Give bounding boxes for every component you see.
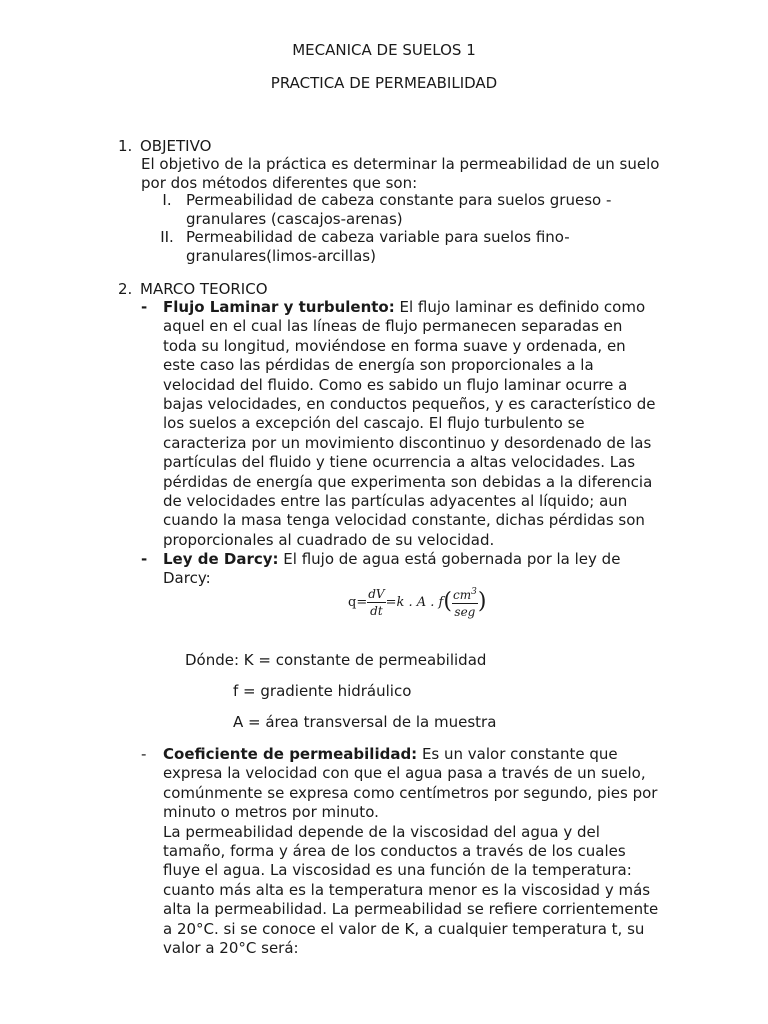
formula-equals: = [385, 594, 397, 610]
text-line: Permeabilidad de cabeza constante para suelos grueso - [186, 191, 612, 209]
text-line: granulares(limos-arcillas) [186, 247, 376, 266]
roman-list-item [148, 228, 708, 267]
text-line: aquel en el cual las líneas de flujo permanecen separadas en [163, 317, 623, 336]
bullet-dash: - [141, 745, 147, 763]
text-line: Permeabilidad de cabeza variable para suelos fino- [186, 228, 570, 246]
definition-f: f = gradiente hidráulico [233, 682, 412, 700]
roman-numeral: II. [160, 228, 174, 246]
text-line: proporcionales al cuadrado de su velocidad. [163, 530, 495, 549]
bullet-ley-darcy [141, 550, 701, 589]
formula-lhs: q [348, 594, 357, 610]
text-line: fluye el agua. La viscosidad es una función de la temperatura: [163, 861, 632, 880]
text-line: minuto o metros por minuto. [163, 803, 379, 822]
text-line: de velocidades entre las partículas adyacentes al líquido; aun [163, 492, 628, 511]
text-line: Es un valor constante que [417, 745, 618, 763]
text-line: La permeabilidad depende de la viscosidad del agua y del [163, 822, 600, 841]
left-paren: ( [443, 589, 452, 614]
bullet-term: Flujo Laminar y turbulento: [163, 298, 395, 316]
document-subtitle: PRACTICA DE PERMEABILIDAD [270, 74, 498, 92]
formula-equals: = [356, 594, 368, 610]
bullet-dash: - [141, 298, 148, 316]
text-line: cuando la masa tenga velocidad constante, dichas pérdidas son [163, 511, 645, 530]
text-line: Darcy: [163, 569, 211, 588]
text-line: valor a 20°C será: [163, 939, 299, 958]
unit-denominator: seg [454, 605, 476, 619]
bullet-coeficiente [141, 745, 701, 958]
text-line: caracteriza por un movimiento discontinuo y desordenado de las [163, 433, 652, 452]
definition-a: A = área transversal de la muestra [233, 713, 497, 731]
section-title: MARCO TEORICO [140, 280, 268, 298]
text-line: bajas velocidades, en conductos pequeños, y es característico de [163, 395, 656, 414]
right-paren: ) [477, 589, 487, 614]
text-line: los suelos a excepción del cascajo. El flujo turbulento se [163, 414, 585, 433]
section-title: OBJETIVO [140, 137, 212, 155]
text-line: toda su longitud, moviéndose en forma suave y ordenada, en [163, 336, 626, 355]
text-line: cuanto más alta es la temperatura menor es la viscosidad y más [163, 880, 651, 899]
text-line: alta la permeabilidad. La permeabilidad se refiere corrientemente [163, 900, 659, 919]
text-line: El objetivo de la práctica es determinar la permeabilidad de un suelo [141, 155, 660, 173]
fraction-numerator: dV [368, 586, 385, 601]
text-line: granulares (cascajos-arenas) [186, 210, 403, 229]
bullet-term: Coeficiente de permeabilidad: [163, 745, 418, 763]
section-number: 2. [118, 280, 133, 298]
text-line: pérdidas de energía que experimenta son debidas a la diferencia [163, 472, 653, 491]
text-line: El flujo de agua está gobernada por la ley de [278, 550, 621, 568]
bullet-dash: - [141, 550, 148, 568]
text-line: este caso las pérdidas de energía son proporcionales a la [163, 356, 594, 375]
text-line: comúnmente se expresa como centímetros por segundo, pies por [163, 783, 658, 802]
text-line: velocidad del fluido. Como es sabido un flujo laminar ocurre a [163, 375, 628, 394]
text-line: por dos métodos diferentes que son: [141, 174, 418, 193]
text-line: El flujo laminar es definido como [394, 298, 646, 316]
roman-numeral: I. [162, 191, 172, 209]
objective-paragraph [141, 155, 701, 194]
unit-exponent: 3 [471, 587, 477, 597]
formula-fraction [367, 586, 385, 619]
bullet-flujo-laminar [141, 298, 701, 550]
formula-rhs: k . A . f [396, 594, 444, 610]
roman-list-item [148, 191, 708, 230]
text-line: tamaño, forma y área de los conductos a través de los cuales [163, 842, 626, 861]
section-1-heading [118, 137, 211, 156]
text-line: partículas del fluido y tiene ocurrencia a altas velocidades. Las [163, 453, 636, 472]
fraction-denominator: dt [370, 603, 383, 618]
text-line: a 20°C. si se conoce el valor de K, a cualquier temperatura t, su [163, 919, 645, 938]
unit-numerator: cm [452, 588, 472, 602]
darcy-formula [348, 584, 508, 628]
text-line: expresa la velocidad con que el agua pasa a través de un suelo, [163, 764, 646, 783]
section-2-heading [118, 280, 268, 299]
document-title: MECANICA DE SUELOS 1 [292, 41, 476, 59]
bullet-term: Ley de Darcy: [163, 550, 279, 568]
section-number: 1. [118, 137, 133, 155]
definition-k: Dónde: K = constante de permeabilidad [185, 651, 487, 669]
unit-fraction [452, 584, 478, 620]
